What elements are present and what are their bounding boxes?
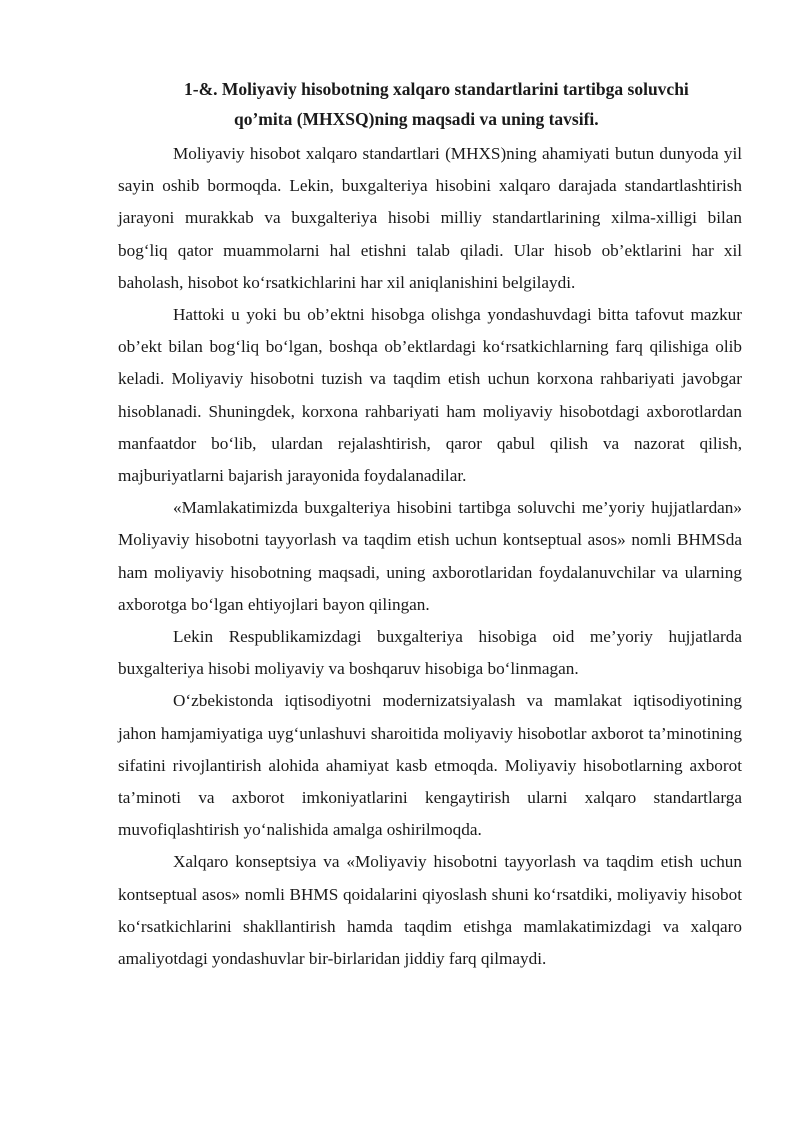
- paragraph: O‘zbekistonda iqtisodiyotni modernizatsiyalash va mamlakat iqtisodiyotining jahon hamjamiyatiga uyg‘unlashuvi sharoitida moliyaviy hisobotlar axborot ta’minotining sifatini rivojlantirish alohida ahamiyat kasb etmoqda. Moliyaviy hisobotlarning axborot ta’minoti va axborot imkoniyatlarini kengaytirish ularni xalqaro standartlarga muvofiqlashtirish yo‘nalishida amalga oshirilmoqda.: [118, 691, 742, 840]
- document-title-line-2: qo’mita (MHXSQ)ning maqsadi va uning tavsifi.: [234, 109, 599, 129]
- paragraph: Xalqaro konseptsiya va «Moliyaviy hisobotni tayyorlash va taqdim etish uchun kontseptual asos» nomli BHMS qoidalarini qiyoslash shuni ko‘rsatdiki, moliyaviy hisobot ko‘rsatkichlarini shakllantirish hamda taqdim etishga mamlakatimizdagi va xalqaro amaliyotdagi yondashuvlar bir-birlaridan jiddiy farq qilmaydi.: [118, 852, 742, 969]
- document-body: [118, 138, 742, 975]
- paragraph: Lekin Respublikamizdagi buxgalteriya hisobiga oid me’yoriy hujjatlarda buxgalteriya hisobi moliyaviy va boshqaruv hisobiga bo‘linmagan.: [118, 627, 742, 679]
- paragraph: Hattoki u yoki bu ob’ektni hisobga olishga yondashuvdagi bitta tafovut mazkur ob’ekt bilan bog‘liq bo‘lgan, boshqa ob’ektlardagi ko‘rsatkichlarning farq qilishiga olib keladi. Moliyaviy hisobotni tuzish va taqdim etish uchun korxona rahbariyati javobgar hisoblanadi. Shuningdek, korxona rahbariyati ham moliyaviy hisobotdagi axborotlardan manfaatdor bo‘lib, ulardan rejalashtirish, qaror qabul qilish va nazorat qilish, majburiyatlarni bajarish jarayonida foydalanadilar.: [118, 305, 742, 486]
- paragraph: Moliyaviy hisobot xalqaro standartlari (MHXS)ning ahamiyati butun dunyoda yil sayin oshib bormoqda. Lekin, buxgalteriya hisobini xalqaro darajada standartlashtirish jarayoni murakkab va buxgalteriya hisobi milliy standartlarining xilma-xilligi bilan bog‘liq qator muammolarni hal etishni talab qiladi. Ular hisob ob’ektlarini har xil baholash, hisobot ko‘rsatkichlarini har xil aniqlanishini belgilaydi.: [118, 144, 742, 292]
- document-title-line-1: 1-&. Moliyaviy hisobotning xalqaro standartlarini tartibga soluvchi: [184, 79, 689, 99]
- paragraph: «Mamlakatimizda buxgalteriya hisobini tartibga soluvchi me’yoriy hujjatlardan» Moliyaviy hisobotni tayyorlash va taqdim etish uchun kontseptual asos» nomli BHMSda ham moliyaviy hisobotning maqsadi, uning axborotlaridan foydalanuvchilar va ularning axborotga bo‘lgan ehtiyojlari bayon qilingan.: [118, 498, 742, 614]
